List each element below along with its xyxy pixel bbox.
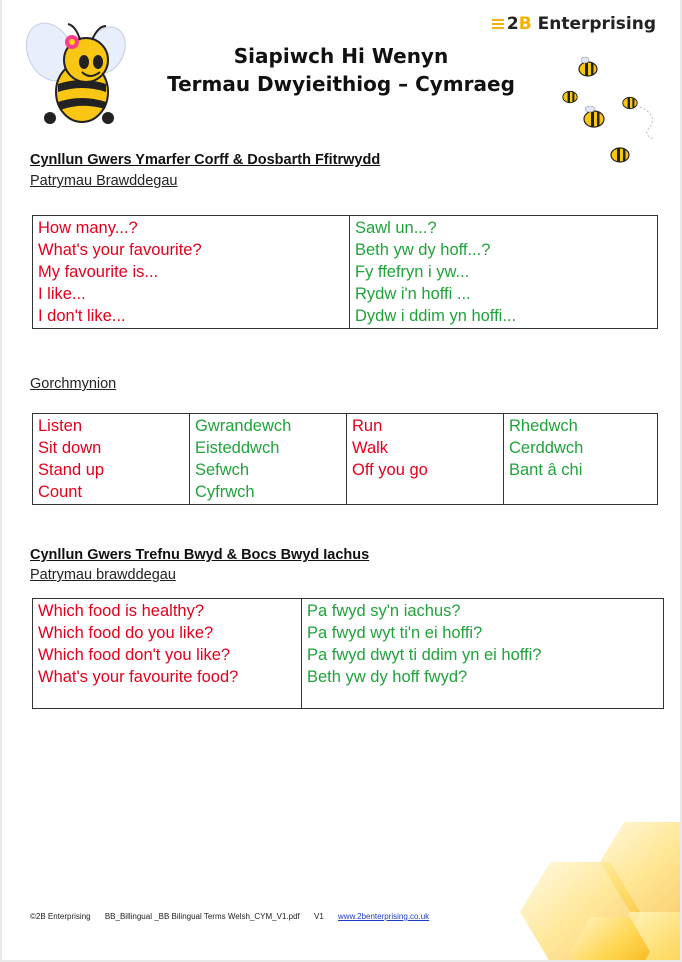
welsh-phrase: Beth yw dy hoff fwyd? bbox=[307, 668, 468, 686]
english-column bbox=[33, 216, 350, 329]
english-column bbox=[33, 599, 302, 709]
commands-heading: Gorchmynion bbox=[30, 376, 117, 392]
english-phrase: I don't like... bbox=[38, 307, 126, 325]
section1-heading: Cynllun Gwers Ymarfer Corff & Dosbarth Ffitrwydd bbox=[30, 152, 381, 168]
english-phrase: I like... bbox=[38, 285, 86, 303]
footer-version: V1 bbox=[313, 912, 324, 921]
english-phrase: Which food do you like? bbox=[38, 624, 214, 642]
english-phrase: What's your favourite food? bbox=[38, 668, 239, 686]
english-phrase: Which food don't you like? bbox=[38, 646, 231, 664]
english-phrase: My favourite is... bbox=[38, 263, 159, 281]
english-command: Stand up bbox=[38, 461, 105, 479]
commands-welsh-column-2 bbox=[504, 414, 658, 505]
welsh-command: Eisteddwch bbox=[195, 439, 280, 457]
footer-filename: BB_Billingual _BB Bilingual Terms Welsh_CYM_V1.pdf bbox=[104, 912, 300, 921]
footer-website-link[interactable]: www.2benterprising.co.uk bbox=[338, 912, 430, 921]
english-phrase: How many...? bbox=[38, 219, 138, 237]
english-command: Listen bbox=[38, 417, 83, 435]
section2-subheading: Patrymau brawddegau bbox=[30, 567, 176, 583]
footer-copyright: ©2B Enterprising bbox=[30, 912, 91, 921]
welsh-command: Bant â chi bbox=[509, 461, 583, 479]
welsh-phrase: Beth yw dy hoff...? bbox=[355, 241, 491, 259]
welsh-phrase: Pa fwyd sy'n iachus? bbox=[307, 602, 461, 620]
welsh-phrase: Sawl un...? bbox=[355, 219, 437, 237]
document-page bbox=[2, 0, 680, 960]
english-phrase: Which food is healthy? bbox=[38, 602, 205, 620]
welsh-phrase: Pa fwyd wyt ti'n ei hoffi? bbox=[307, 624, 483, 642]
english-command: Sit down bbox=[38, 439, 102, 457]
commands-table bbox=[32, 413, 658, 505]
welsh-command: Cyfrwch bbox=[195, 483, 255, 501]
english-command: Walk bbox=[352, 439, 389, 457]
welsh-phrase: Fy ffefryn i yw... bbox=[355, 263, 470, 281]
page-title: Siapiwch Hi Wenyn bbox=[233, 44, 449, 68]
welsh-command: Sefwch bbox=[195, 461, 250, 479]
brand-lines-icon bbox=[492, 17, 504, 31]
brand-logo: 2B Enterprising bbox=[492, 14, 656, 34]
welsh-phrase: Rydw i'n hoffi ... bbox=[355, 285, 471, 303]
english-phrase: What's your favourite? bbox=[38, 241, 202, 259]
welsh-command: Cerddwch bbox=[509, 439, 584, 457]
section2-heading: Cynllun Gwers Trefnu Bwyd & Bocs Bwyd Iachus bbox=[30, 547, 370, 563]
english-command: Count bbox=[38, 483, 83, 501]
footer bbox=[30, 912, 441, 921]
welsh-phrase: Dydw i ddim yn hoffi... bbox=[355, 307, 517, 325]
welsh-phrase: Pa fwyd dwyt ti ddim yn ei hoffi? bbox=[307, 646, 542, 664]
sentence-patterns-table-2 bbox=[32, 598, 664, 709]
welsh-column bbox=[350, 216, 658, 329]
small-bee-icon bbox=[554, 55, 664, 175]
welsh-column bbox=[302, 599, 664, 709]
commands-english-column-1 bbox=[33, 414, 190, 505]
welsh-command: Gwrandewch bbox=[195, 417, 292, 435]
section1-subheading: Patrymau Brawddegau bbox=[30, 173, 178, 189]
honeycomb-decoration bbox=[480, 822, 680, 960]
english-command: Run bbox=[352, 417, 383, 435]
sentence-patterns-table-1 bbox=[32, 215, 658, 329]
commands-welsh-column-1 bbox=[190, 414, 347, 505]
commands-english-column-2 bbox=[347, 414, 504, 505]
english-command: Off you go bbox=[352, 461, 428, 479]
page-subtitle: Termau Dwyieithiog – Cymraeg bbox=[167, 72, 515, 96]
welsh-command: Rhedwch bbox=[509, 417, 578, 435]
